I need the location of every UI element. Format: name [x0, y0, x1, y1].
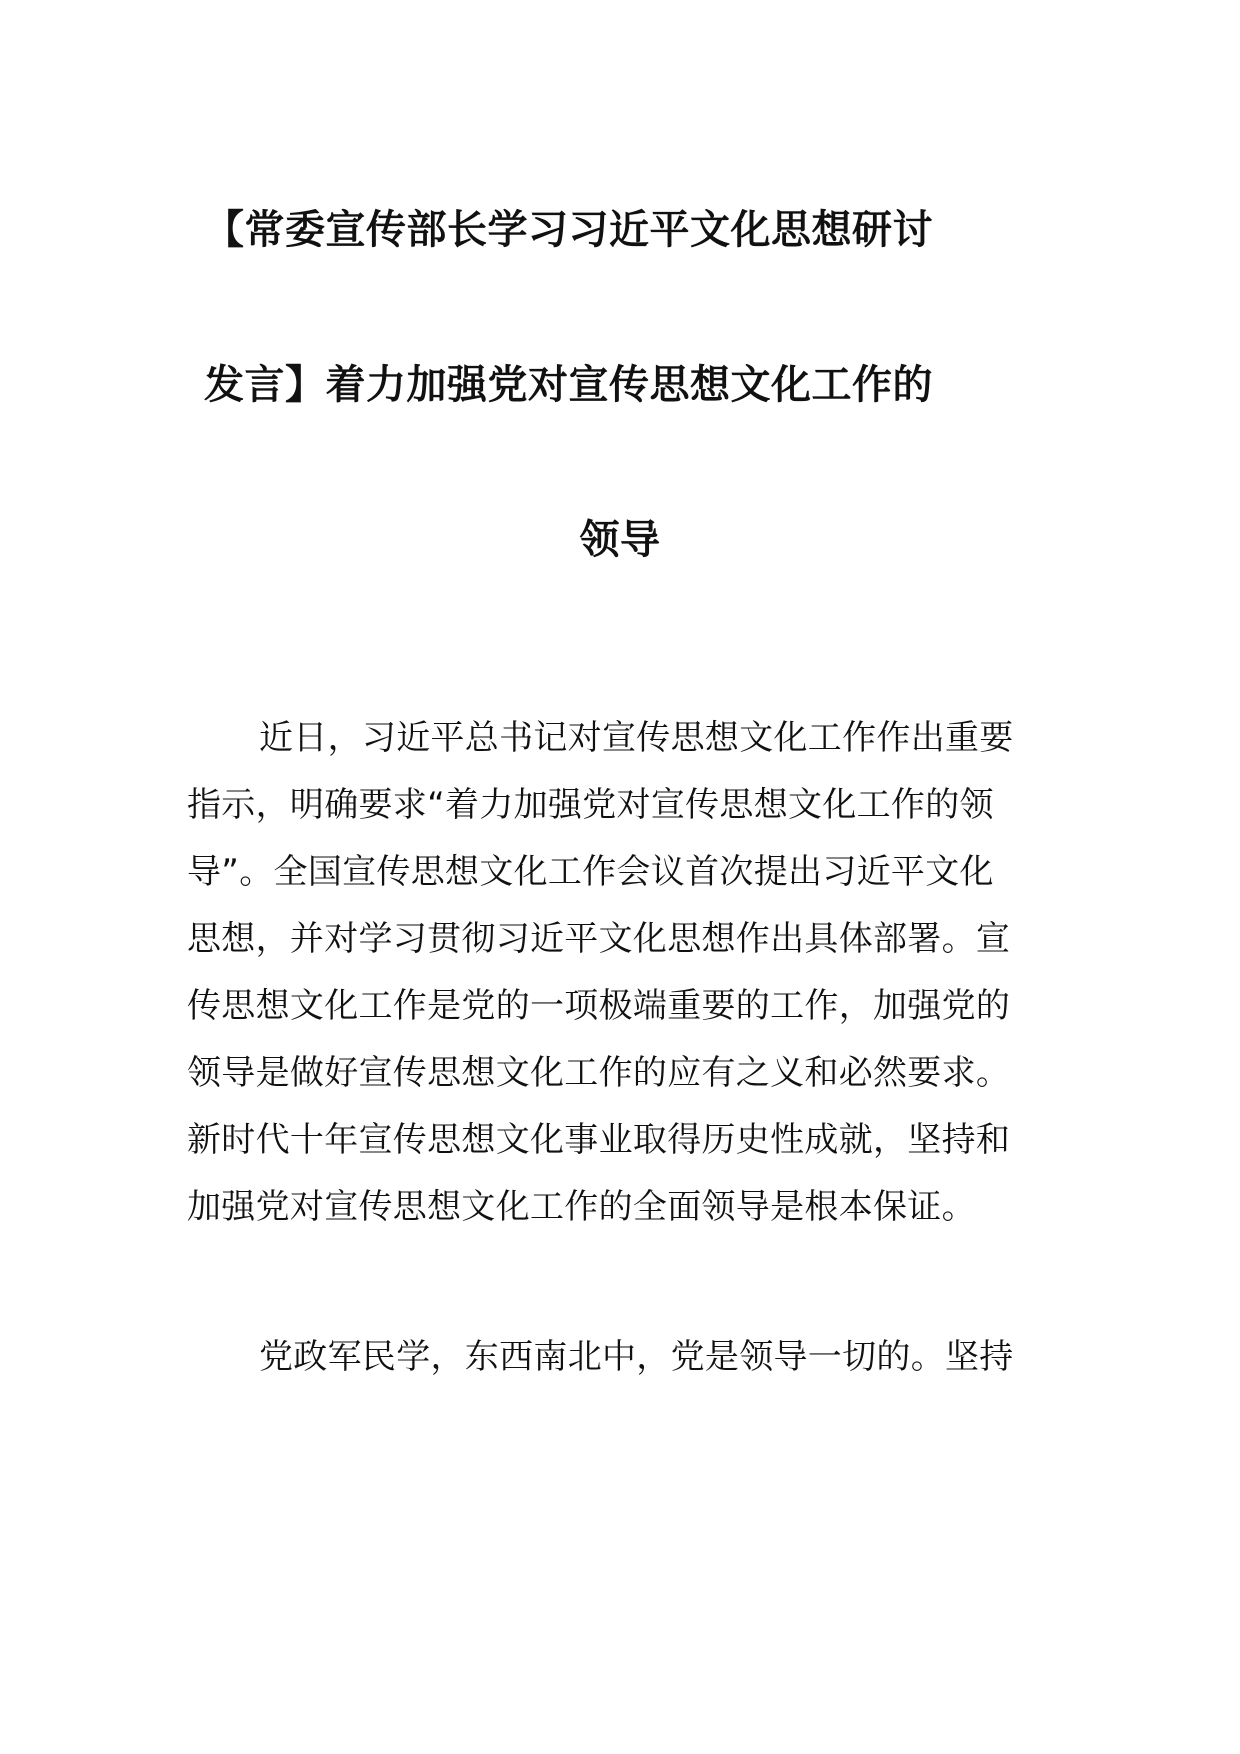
paragraph-line: 导”。全国宣传思想文化工作会议首次提出习近平文化 — [187, 852, 994, 892]
paragraph-line: 领导是做好宣传思想文化工作的应有之义和必然要求。 — [187, 1053, 1011, 1093]
paragraph-line: 思想，并对学习贯彻习近平文化思想作出具体部署。宣 — [187, 919, 1011, 959]
title-line-3: 领导 — [579, 517, 661, 563]
paragraph-line: 新时代十年宣传思想文化事业取得历史性成就，坚持和 — [187, 1120, 1011, 1160]
paragraph-line: 传思想文化工作是党的一项极端重要的工作，加强党的 — [187, 986, 1011, 1026]
title-line-2: 发言】着力加强党对宣传思想文化工作的 — [204, 362, 933, 408]
paragraph-line: 加强党对宣传思想文化工作的全面领导是根本保证。 — [187, 1187, 976, 1227]
paragraph-line: 党政军民学，东西南北中，党是领导一切的。坚持 — [259, 1337, 1014, 1377]
title-line-1: 【常委宣传部长学习习近平文化思想研讨 — [204, 207, 933, 253]
paragraph-line: 近日，习近平总书记对宣传思想文化工作作出重要 — [259, 718, 1014, 758]
paragraph-line: 指示，明确要求“着力加强党对宣传思想文化工作的领 — [187, 785, 994, 825]
